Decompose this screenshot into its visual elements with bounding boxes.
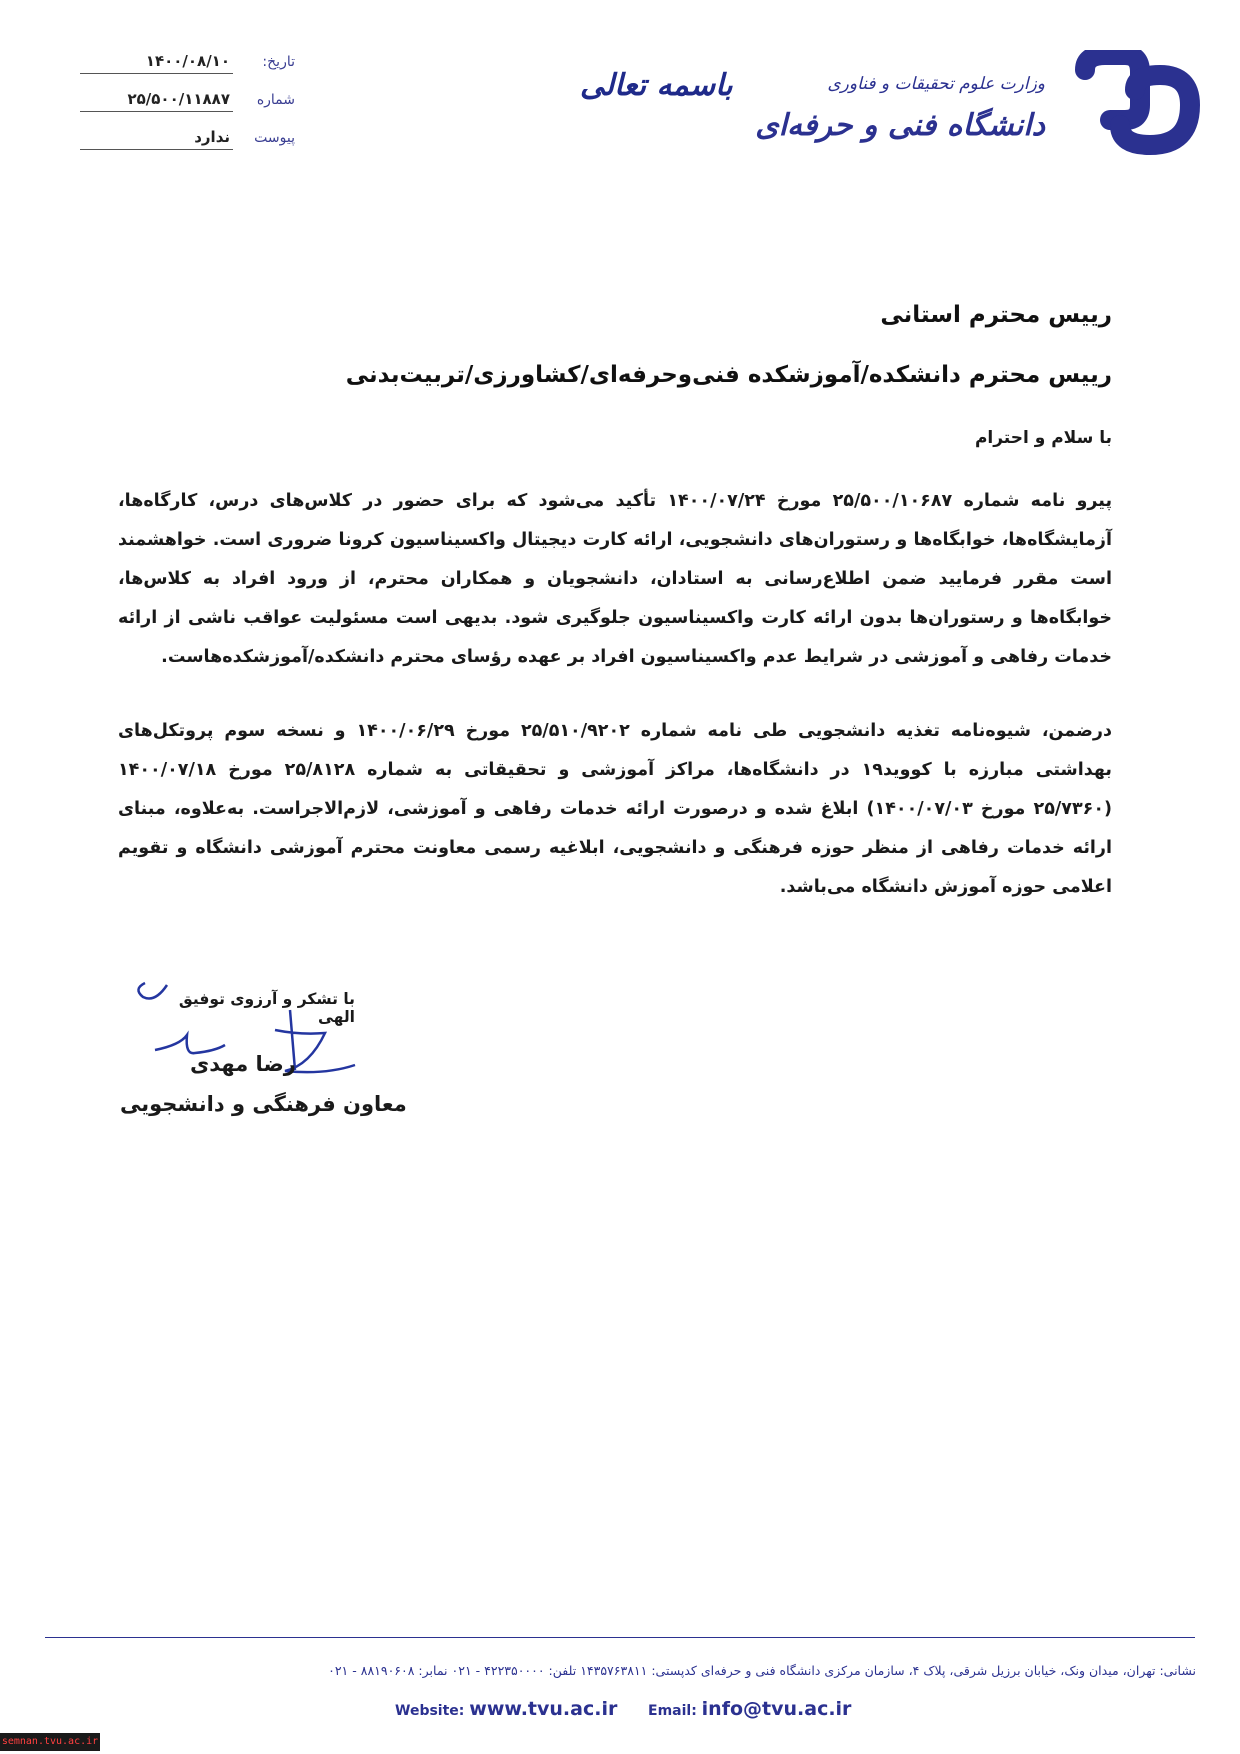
- footer-address: نشانی: تهران، میدان ونک، خیابان برزیل شرقی، پلاک ۴، سازمان مرکزی دانشگاه فنی و حرفه‌ای کدپستی: ۱۴۳۵۷۶۳۸۱۱ تلفن: ۴۲۲۳۵۰۰۰۰ - ۰۲۱ نمابر: ۸۸۱۹۰۶۰۸ - ۰۲۱: [328, 1663, 1196, 1678]
- footer-divider: [45, 1637, 1195, 1638]
- date-row: [80, 52, 295, 76]
- email-link[interactable]: info@tvu.ac.ir: [701, 1698, 852, 1720]
- footer-website: [395, 1698, 617, 1720]
- body-paragraph-2: درضمن، شیوه‌نامه تغذیه دانشجویی طی نامه شماره ۲۵/۵۱۰/۹۲۰۲ مورخ ۱۴۰۰/۰۶/۲۹ و نسخه سوم پروتکل‌های بهداشتی مبارزه با کووید۱۹ در دانشگاه‌ها، مراکز آموزشی و تحقیقاتی به شماره ۲۵/۸۱۲۸ مورخ ۱۴۰۰/۰۷/۱۸ (۲۵/۷۳۶۰ مورخ ۱۴۰۰/۰۷/۰۳) ابلاغ شده و درصورت ارائه خدمات رفاهی و آموزشی، لازم‌الاجراست. به‌علاوه، مبنای ارائه خدمات رفاهی از منظر حوزه فرهنگی و دانشجویی، ابلاغیه رسمی معاونت محترم آموزشی دانشگاه و تقویم اعلامی حوزه آموزش دانشگاه می‌باشد.: [118, 721, 1112, 897]
- signer-title: معاون فرهنگی و دانشجویی: [120, 1092, 407, 1116]
- body-paragraph-1: پیرو نامه شماره ۲۵/۵۰۰/۱۰۶۸۷ مورخ ۱۴۰۰/۰۷/۲۴ تأکید می‌شود که برای حضور در کلاس‌های درس، کارگاه‌ها، آزمایشگاه‌ها، خوابگاه‌ها و رستوران‌های دانشجویی، ارائه کارت دیجیتال واکسیناسیون کرونا ضروری است. خواهشمند است مقرر فرمایید ضمن اطلاع‌رسانی به استادان، دانشجویان و همکاران محترم، از ورود افراد به کلاس‌ها، خوابگاه‌ها و رستوران‌ها بدون ارائه کارت واکسیناسیون جلوگیری شود. بدیهی است مسئولیت عواقب ناشی از ارائه خدمات رفاهی و آموزشی در شرایط عدم واکسیناسیون افراد بر عهده رؤسای محترم دانشکده/آموزشکده‌هاست.: [118, 491, 1113, 667]
- basmala: باسمه تعالی: [580, 68, 733, 103]
- website-label: Website:: [395, 1703, 465, 1719]
- attachment-row: [80, 128, 295, 152]
- recipient-line-1: رییس محترم استانی: [880, 302, 1112, 328]
- logo-university-text: دانشگاه فنی و حرفه‌ای: [755, 108, 1045, 143]
- attachment-label: پیوست: [254, 130, 295, 146]
- recipient-line-2: رییس محترم دانشکده/آموزشکده فنی‌وحرفه‌ای/کشاورزی/تربیت‌بدنی: [345, 362, 1112, 388]
- date-underline: [80, 73, 233, 74]
- date-label: تاریخ:: [262, 54, 295, 70]
- signer-name: رضا مهدی: [190, 1052, 296, 1076]
- number-label: شماره: [256, 92, 295, 108]
- greeting: با سلام و احترام: [974, 428, 1112, 448]
- date-value: ۱۴۰۰/۰۸/۱۰: [145, 52, 230, 70]
- tvu-emblem-icon: [1065, 50, 1205, 155]
- number-underline: [80, 111, 233, 112]
- signature-closing: با تشکر و آرزوی توفیق الهی: [178, 990, 355, 1026]
- email-label: Email:: [648, 1703, 697, 1719]
- logo-ministry-text: وزارت علوم تحقیقات و فناوری: [827, 74, 1045, 94]
- source-stamp: semnan.tvu.ac.ir: [0, 1733, 100, 1751]
- number-row: [80, 90, 295, 114]
- footer-email: [648, 1698, 851, 1720]
- number-value: ۲۵/۵۰۰/۱۱۸۸۷: [127, 90, 230, 108]
- attachment-underline: [80, 149, 233, 150]
- attachment-value: ندارد: [194, 128, 230, 146]
- website-link[interactable]: www.tvu.ac.ir: [469, 1698, 618, 1720]
